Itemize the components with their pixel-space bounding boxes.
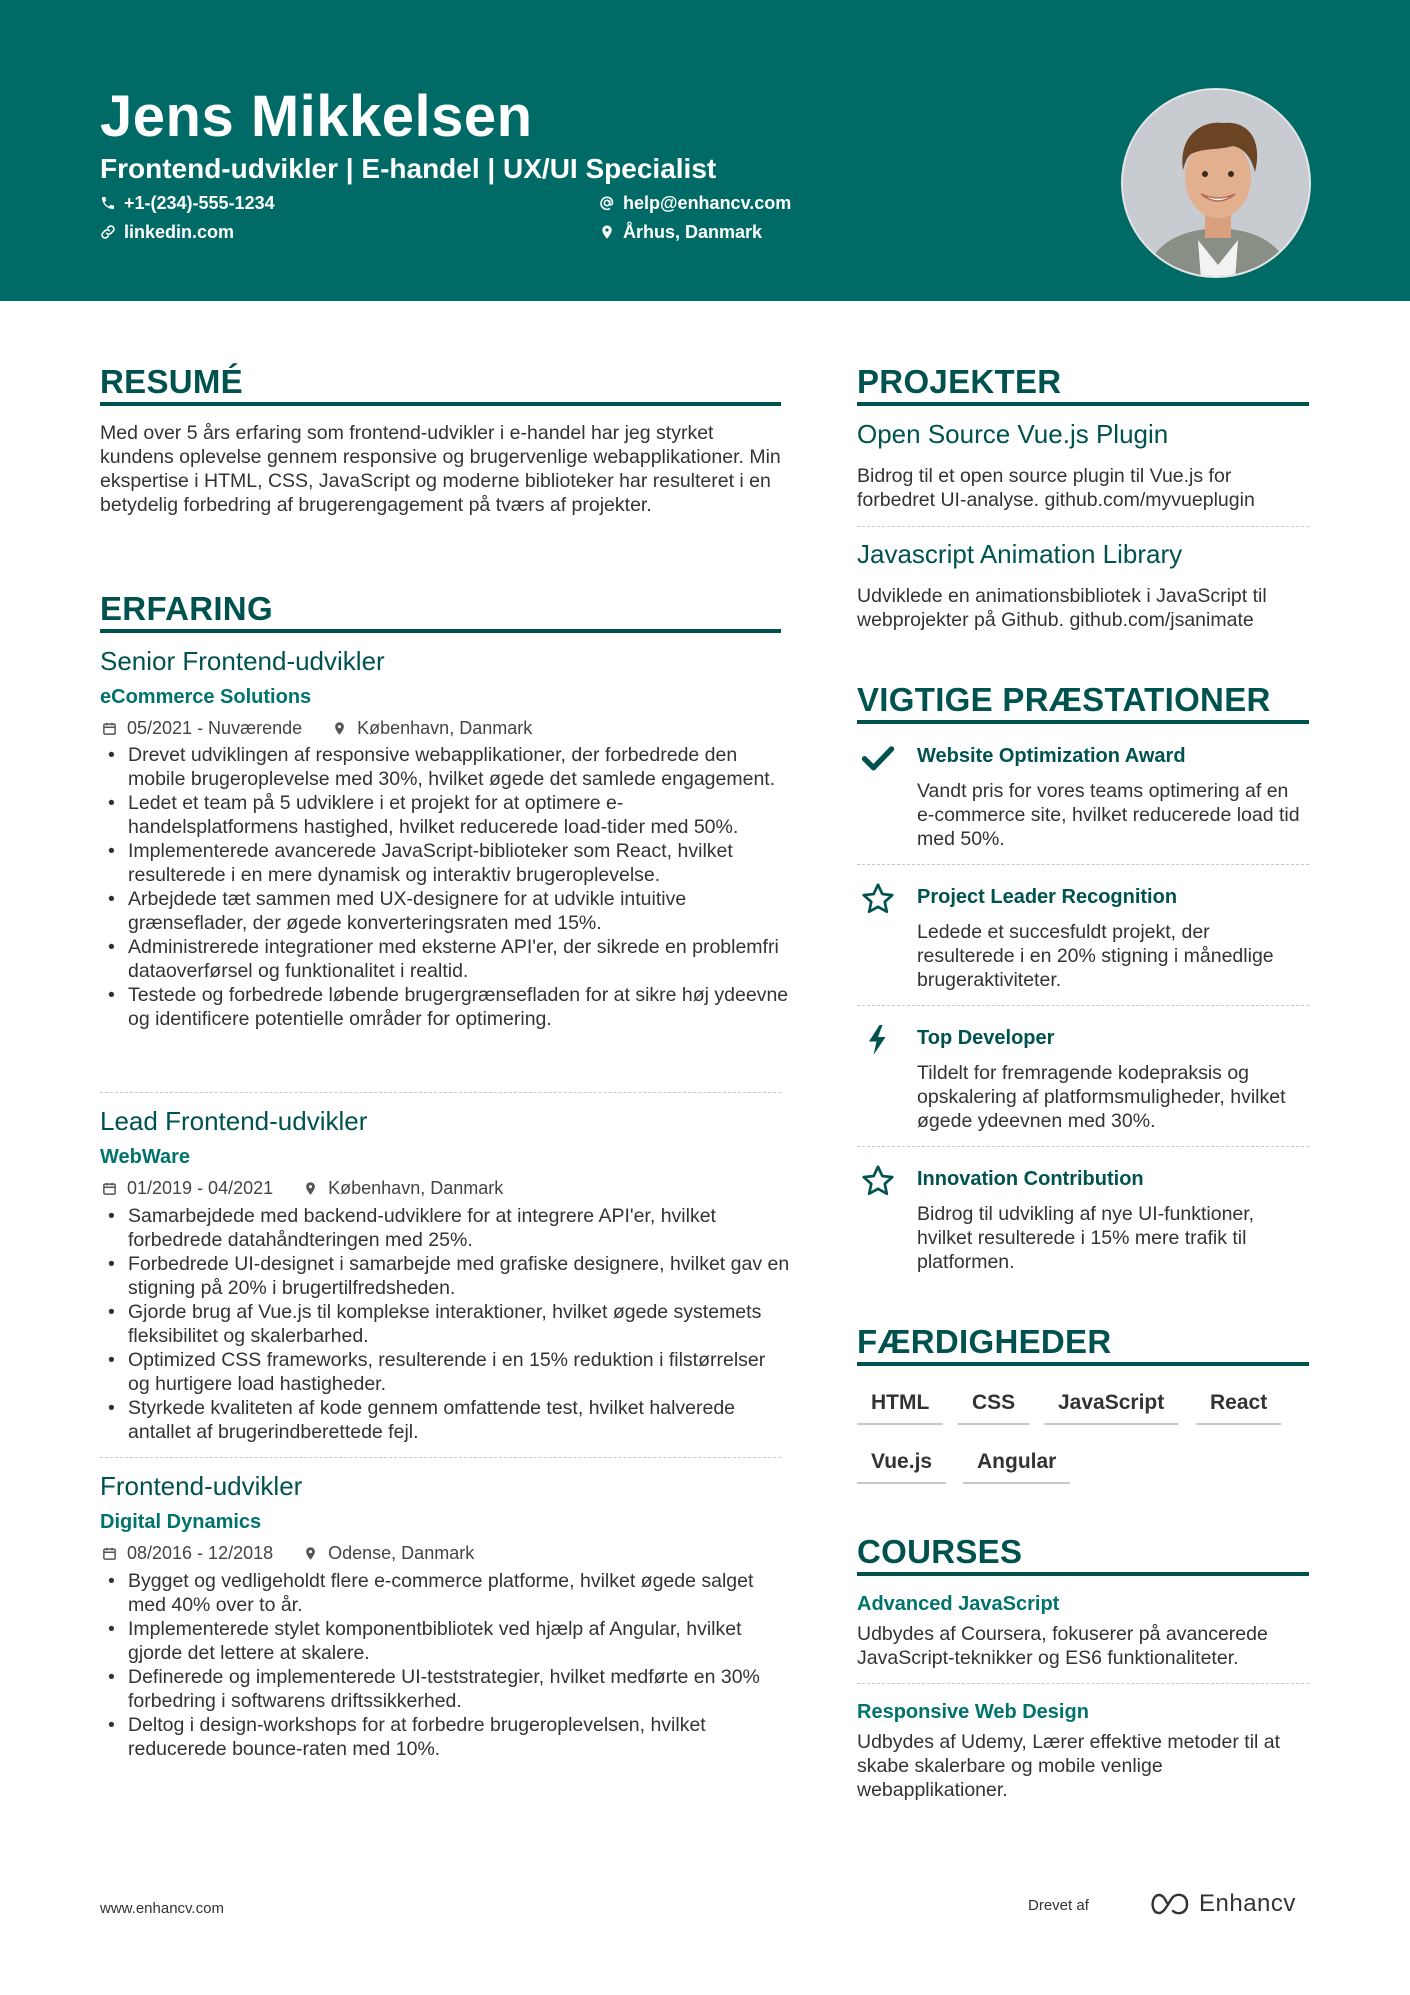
lightning-icon <box>860 1022 896 1058</box>
project-text: Bidrog til et open source plugin til Vue.js for forbedret UI-analyse. github.com/myvueplugin <box>857 465 1255 511</box>
divider <box>100 1092 781 1093</box>
avatar <box>1121 88 1311 278</box>
achievement-text: Vandt pris for vores teams optimering af en e-commerce site, hvilket reducerede load tid med 50%. <box>917 780 1300 850</box>
job-bullet: • Forbedrede UI-designet i samarbejde med grafiske designere, hvilket gav en stigning på 20% i brugertilfredsheden. <box>100 1252 790 1300</box>
skill-tag: CSS <box>958 1389 1029 1425</box>
job-location: København, Danmark <box>357 718 533 738</box>
job-meta <box>102 1177 503 1199</box>
job-title: Frontend-udvikler <box>100 1471 303 1501</box>
achievements-rule <box>857 720 1309 724</box>
location-pin-icon <box>599 224 615 240</box>
job-bullet: • Implementerede stylet komponentbibliotek ved hjælp af Angular, hvilket gjorde det lettere at skalere. <box>100 1617 790 1665</box>
experience-rule <box>100 629 781 633</box>
location-pin-icon <box>332 721 347 736</box>
achievement-text: Ledede et succesfuldt projekt, der resulterede i en 20% stigning i månedlige brugeraktiviteter. <box>917 921 1274 991</box>
job-bullet: • Drevet udviklingen af responsive webapplikationer, der forbedrede den mobile brugeroplevelse med 30%, hvilket øgede det samlede engagement. <box>100 743 790 791</box>
project-text: Udviklede en animationsbibliotek i JavaScript til webprojekter på Github. github.com/jsanimate <box>857 585 1267 631</box>
skill-tag: Vue.js <box>857 1448 946 1484</box>
course-title: Advanced JavaScript <box>857 1593 1060 1615</box>
project-title: Javascript Animation Library <box>857 539 1183 569</box>
person-photo-icon <box>1123 90 1311 278</box>
job-location-wrap <box>332 717 532 739</box>
skills-rule <box>857 1362 1309 1366</box>
header-banner <box>0 0 1410 301</box>
achievement-title: Top Developer <box>917 1027 1055 1049</box>
projects-rule <box>857 402 1309 406</box>
job-bullet: • Optimized CSS frameworks, resulterende i en 15% reduktion i filstørrelser og hurtigere load hastigheder. <box>100 1348 790 1396</box>
phone-icon <box>100 195 116 211</box>
job-bullet: • Testede og forbedrede løbende brugergrænsefladen for at sikre høj ydeevne og identificere potentielle områder for optimering. <box>100 983 790 1031</box>
job-bullets <box>100 1569 790 1761</box>
job-title: Senior Frontend-udvikler <box>100 646 385 676</box>
star-icon <box>860 1163 896 1199</box>
link-icon <box>100 224 116 240</box>
job-bullet: • Implementerede avancerede JavaScript-biblioteker som React, hvilket resulterede i en mere dynamisk og interaktiv brugeroplevelse. <box>100 839 790 887</box>
job-title: Lead Frontend-udvikler <box>100 1106 368 1136</box>
job-dates: 05/2021 - Nuværende <box>127 718 303 738</box>
contact-linkedin[interactable] <box>100 220 234 244</box>
footer-website[interactable]: www.enhancv.com <box>100 1900 224 1917</box>
job-bullet: • Arbejdede tæt sammen med UX-designere for at udvikle intuitive grænseflader, der øgede konverteringsraten med 15%. <box>100 887 790 935</box>
experience-heading: ERFARING <box>100 590 273 627</box>
skill-tag: Angular <box>963 1448 1070 1484</box>
achievements-heading: VIGTIGE PRÆSTATIONER <box>857 681 1271 718</box>
project-title: Open Source Vue.js Plugin <box>857 419 1169 449</box>
at-icon <box>599 195 615 211</box>
job-bullet: • Ledet et team på 5 udviklere i et projekt for at optimere e-handelsplatformens hastighed, hvilket reducerede load-tider med 50%. <box>100 791 790 839</box>
achievement-title: Website Optimization Award <box>917 745 1186 767</box>
footer-powered-by: Drevet af <box>1028 1897 1089 1914</box>
job-bullet: • Samarbejdede med backend-udviklere for at integrere API'er, hvilket forbedrede datahåndteringen med 25%. <box>100 1204 790 1252</box>
job-location-wrap <box>303 1542 474 1564</box>
linkedin-text: linkedin.com <box>124 222 235 242</box>
job-dates: 08/2016 - 12/2018 <box>127 1543 274 1563</box>
infinity-logo-icon <box>1147 1891 1191 1917</box>
brand-name: Enhancv <box>1199 1890 1296 1917</box>
course-title: Responsive Web Design <box>857 1701 1089 1723</box>
contact-phone[interactable] <box>100 191 275 215</box>
projects-heading: PROJEKTER <box>857 363 1062 400</box>
star-icon <box>860 881 896 917</box>
divider <box>857 1005 1309 1006</box>
job-bullets <box>100 743 790 1031</box>
divider <box>100 1457 781 1458</box>
candidate-title: Frontend-udvikler | E-handel | UX/UI Specialist <box>100 153 717 184</box>
job-location: København, Danmark <box>328 1178 504 1198</box>
courses-rule <box>857 1572 1309 1576</box>
divider <box>857 1146 1309 1147</box>
courses-heading: COURSES <box>857 1533 1023 1570</box>
course-text: Udbydes af Coursera, fokuserer på avancerede JavaScript-teknikker og ES6 funktionaliteter. <box>857 1623 1268 1669</box>
achievement-title: Innovation Contribution <box>917 1168 1144 1190</box>
job-bullet: • Deltog i design-workshops for at forbedre brugeroplevelsen, hvilket reducerede bounce-raten med 10%. <box>100 1713 790 1761</box>
skill-tag: HTML <box>857 1389 943 1425</box>
job-location: Odense, Danmark <box>328 1543 475 1563</box>
skills-heading: FÆRDIGHEDER <box>857 1323 1112 1360</box>
calendar-icon <box>102 1546 117 1561</box>
email-text: help@enhancv.com <box>623 193 792 213</box>
divider <box>857 1683 1309 1684</box>
job-meta <box>102 717 532 739</box>
contact-location <box>599 220 762 244</box>
job-bullet: • Administrerede integrationer med eksterne API'er, der sikrede en problemfri dataoverførsel og funktionalitet i realtid. <box>100 935 790 983</box>
achievement-text: Tildelt for fremragende kodepraksis og opskalering af platformsmuligheder, hvilket øgede ydeevnen med 30%. <box>917 1062 1286 1132</box>
job-bullet: • Styrkede kvaliteten af kode gennem omfattende test, hvilket halverede antallet af brugerindberettede fejl. <box>100 1396 790 1444</box>
job-company: eCommerce Solutions <box>100 686 312 708</box>
summary-rule <box>100 402 781 406</box>
job-location-wrap <box>303 1177 503 1199</box>
achievement-text: Bidrog til udvikling af nye UI-funktioner, hvilket resulterede i 15% mere trafik til platformen. <box>917 1203 1255 1273</box>
summary-text: Med over 5 års erfaring som frontend-udvikler i e-handel har jeg styrket kundens oplevelse gennem responsive og brugervenlige webapplikationer. Min ekspertise i HTML, CSS, JavaScript og moderne biblioteker har resulteret i en betydelig forbedring af brugerengagement på tværs af projekter. <box>100 422 781 516</box>
contact-email[interactable] <box>599 191 791 215</box>
job-dates: 01/2019 - 04/2021 <box>127 1178 274 1198</box>
candidate-name: Jens Mikkelsen <box>100 84 533 149</box>
calendar-icon <box>102 721 117 736</box>
location-text: Århus, Danmark <box>623 222 763 242</box>
job-bullets <box>100 1204 790 1444</box>
calendar-icon <box>102 1181 117 1196</box>
location-pin-icon <box>303 1181 318 1196</box>
skill-tag: JavaScript <box>1044 1389 1178 1425</box>
job-bullet: • Definerede og implementerede UI-teststrategier, hvilket medførte en 30% forbedring i softwarens driftssikkerhed. <box>100 1665 790 1713</box>
phone-text: +1-(234)-555-1234 <box>124 193 275 213</box>
divider <box>857 864 1309 865</box>
achievement-title: Project Leader Recognition <box>917 886 1178 908</box>
checkmark-icon <box>860 740 896 776</box>
enhancv-logo[interactable] <box>1147 1890 1296 1918</box>
summary-heading: RESUMÉ <box>100 363 243 400</box>
location-pin-icon <box>303 1546 318 1561</box>
job-company: Digital Dynamics <box>100 1511 262 1533</box>
course-text: Udbydes af Udemy, Lærer effektive metoder til at skabe skalerbare og mobile venlige webapplikationer. <box>857 1731 1281 1801</box>
job-bullet: • Bygget og vedligeholdt flere e-commerce platforme, hvilket øgede salget med 40% over to år. <box>100 1569 790 1617</box>
job-company: WebWare <box>100 1146 191 1168</box>
skill-tag: React <box>1196 1389 1281 1425</box>
job-meta <box>102 1542 474 1564</box>
divider <box>857 526 1309 527</box>
job-bullet: • Gjorde brug af Vue.js til komplekse interaktioner, hvilket øgede systemets fleksibilitet og skalerbarhed. <box>100 1300 790 1348</box>
